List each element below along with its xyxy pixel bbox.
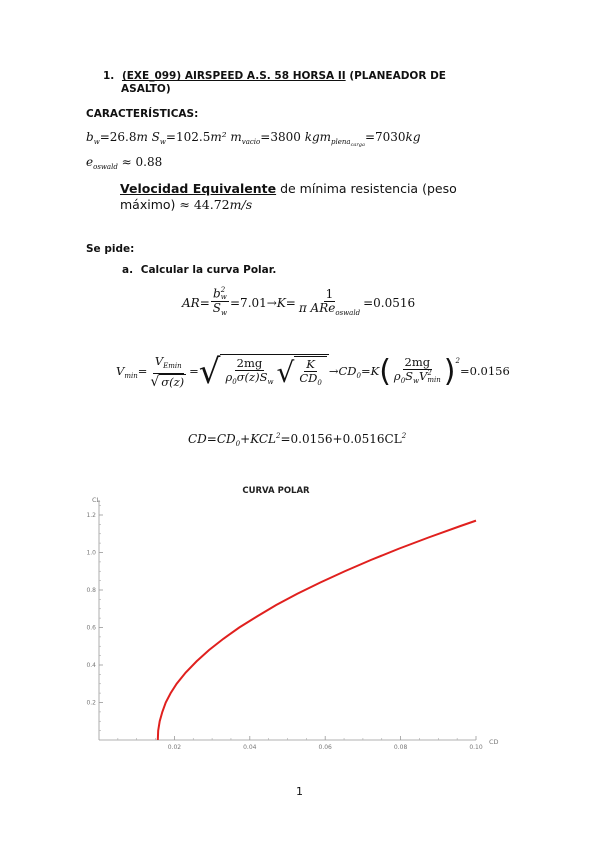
eq1-bw-sub: w [220, 293, 227, 301]
ask-heading: Se pide: [86, 243, 135, 255]
eq2-lhs2: CD [338, 364, 357, 378]
eq2-sw-2: S [405, 369, 414, 383]
y-tick-label: 0.6 [86, 624, 96, 632]
b-w-unit: m [136, 130, 148, 144]
y-tick-label: 1.0 [86, 549, 96, 557]
page-number: 1 [296, 785, 303, 798]
eq2-rho-2: ρ [393, 369, 401, 383]
features-heading: CARACTERÍSTICAS: [86, 108, 199, 120]
ask-item [122, 264, 276, 277]
ask-item-letter: a. [122, 264, 134, 276]
eq1-one: 1 [325, 286, 334, 301]
velocity-unit: m/s [229, 197, 253, 212]
oswald-value: ≈ 0.88 [121, 155, 163, 169]
eq2-two-mg-2: 2mg [404, 355, 431, 369]
y-tick-label: 1.2 [86, 512, 96, 519]
eq2-cd0-sub: 0 [317, 379, 322, 387]
eq1-sw-sub: w [221, 309, 227, 317]
eq1-frac-k [297, 288, 362, 320]
s-w-unit: m² [210, 130, 227, 144]
eq2-v-sub: min [124, 372, 138, 380]
equation-min-velocity: $V_{min}=$ $V_{Emin}$ √ σ(z) = √ $\frac{2mg}{\rho_0\sigma(z)S_w}$ √ $\frac{K}{CD_0}$ $\to CD_0=K$( 2mg $\rho_0S_wV$ 2 min )$^2$=0.0156 [116, 352, 510, 392]
eq2-frac-v2 [392, 356, 443, 388]
b-w-value: 26.8 [109, 130, 137, 144]
eq1-frac-ar [211, 287, 229, 320]
chart-title: CURVA POLAR [242, 486, 310, 496]
chart-xlabel: CD [489, 738, 499, 746]
m-vacio-label: vacio [241, 138, 261, 146]
eq2-sqrt-sigma: √ σ(z) [150, 373, 185, 390]
equation-aspect-ratio: AR= b 2 w $S_w$ =7.01→K= $\frac{1}{\pi ARe_{oswald}}$ =0.0516 [182, 287, 415, 320]
eq3-mid: +KCL [240, 432, 276, 446]
eq2-eq-k: =K [360, 364, 380, 378]
eq2-v2-sub: min [427, 376, 441, 384]
y-tick-label: 0.4 [86, 662, 96, 669]
eq2-ve-sub: Emin [163, 362, 182, 370]
chart-ticks [86, 506, 482, 751]
m-plena-sub: carga [350, 142, 365, 148]
eq1-k: K [276, 296, 286, 310]
m-vacio-value: 3800 [270, 130, 301, 144]
eq2-sw-sub: w [267, 378, 274, 386]
chart-ylabel: CL [92, 496, 101, 504]
eq2-lhs2-sub: 0 [356, 372, 361, 380]
eq2-ve: V [154, 354, 164, 368]
x-tick-label: 0.06 [318, 744, 332, 751]
m-plena-label: plena [331, 138, 351, 146]
eq1-denom-sub: oswald [335, 308, 361, 317]
eq1-denom: π ARe [298, 300, 336, 315]
velocity-line2-text: máximo) [120, 197, 176, 212]
x-tick-label: 0.08 [393, 744, 408, 751]
eq3-sub0: 0 [235, 440, 241, 448]
eq1-bw-sup: 2 [220, 286, 226, 294]
velocity-rest: de mínima resistencia (peso [276, 181, 457, 196]
eq2-sigma-z: σ(z) [236, 370, 260, 384]
eq2-sw-sub-2: w [413, 377, 420, 385]
exercise-heading [103, 70, 483, 96]
ask-item-text: Calcular la curva Polar. [140, 264, 277, 276]
eq2-sigma: σ(z) [161, 375, 185, 389]
eq2-frac-mg [223, 357, 275, 389]
eq3-rest: =0.0156+0.0516CL [280, 432, 402, 446]
eq1-bw: b [213, 286, 221, 301]
velocity-underlined: Velocidad Equivalente [120, 181, 277, 196]
eq2-two-mg: 2mg [236, 356, 263, 370]
eq2-rho: ρ [225, 370, 233, 384]
eq2-v: V [116, 364, 125, 378]
eq2-rho-sub: 0 [232, 378, 237, 386]
eq2-arrow: → [328, 364, 339, 378]
eq2-square: 2 [455, 357, 460, 365]
exercise-code-title: (EXE_099) AIRSPEED A.S. 58 HORSA II [121, 70, 346, 82]
velocity-number: ≈ 44.72 [179, 197, 230, 212]
x-tick-label: 0.04 [243, 744, 257, 751]
eq1-sw: S [212, 301, 221, 315]
exercise-title-rest: (PLANEADOR DE [349, 70, 446, 82]
features-formula-line: $b_w=26.8m$ $S_w=102.5m^2$ $m_{vacio}=3800$ kgm$_{plena_{carga}}$=7030kg [86, 130, 421, 148]
eq2-result: =0.0156 [459, 364, 510, 378]
velocity-line2 [120, 197, 480, 213]
eq3-text: CD=CD [188, 432, 236, 446]
eq2-v2-sup: 2 [427, 369, 432, 377]
equation-drag-polar [188, 432, 406, 448]
eq3-sup: 2 [276, 432, 281, 440]
eq1-k-value: =0.0516 [363, 296, 416, 310]
chart-series-line [158, 521, 476, 740]
eq2-rho-sub-2: 0 [400, 377, 406, 385]
eq1-ar: AR [182, 296, 200, 310]
m-plena-value: 7030 [375, 130, 406, 144]
velocity-value [179, 197, 252, 212]
eq2-frac-ve [148, 355, 188, 389]
eq2-k: K [306, 357, 315, 371]
exercise-number: 1. [103, 70, 115, 82]
oswald-label: oswald [93, 163, 118, 171]
eq2-v2: V [419, 369, 428, 383]
eq2-sqrt-main: √ $\frac{2mg}{\rho_0\sigma(z)S_w}$ √ $\frac{K}{CD_0}$ [199, 354, 329, 390]
eq1-ar-value: =7.01→ [230, 296, 277, 310]
eq3-sup2: 2 [401, 432, 407, 440]
x-tick-label: 0.02 [167, 744, 182, 751]
eq2-cd0: CD [299, 371, 318, 385]
y-tick-label: 0.2 [86, 699, 96, 707]
s-w-value: 102.5 [175, 130, 211, 144]
velocity-block [120, 181, 480, 213]
eq2-sw: S [259, 370, 268, 384]
eq2-sqrt-k: √ $\frac{K}{CD_0}$ [276, 356, 326, 390]
m-plena-unit: kg [405, 130, 421, 144]
m-vacio-unit: kg [304, 130, 320, 144]
y-tick-label: 0.8 [86, 587, 96, 594]
polar-chart [80, 480, 500, 770]
oswald-line: $e_{oswald} \approx 0.88$ [86, 155, 163, 171]
eq2-frac-k-cd0 [297, 358, 324, 390]
x-tick-label: 0.10 [469, 744, 483, 751]
exercise-title-line2: ASALTO) [121, 83, 171, 95]
